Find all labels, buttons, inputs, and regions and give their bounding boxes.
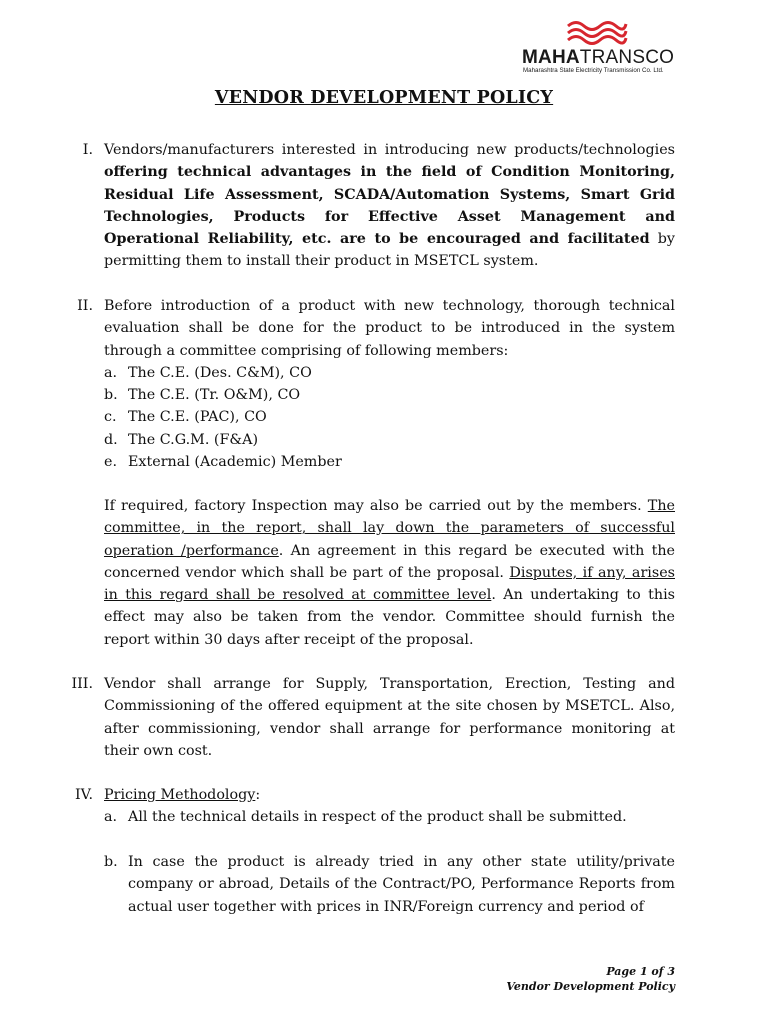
section-1-text: Vendors/manufacturers interested in introducing new products/technologies offering technical advantages in the field of Condition Monitoring, Residual Life Assessment, SCADA/Automation Systems, Smart Grid Technologies, Products for Effective Asset Management and Operational Reliability, etc. are to be encouraged and facilitated by permitting them to install their product in MSETCL system. xyxy=(104,142,675,270)
section-2-paragraph: If required, factory Inspection may also be carried out by the members. The committee, in the report, shall lay down the parameters of successful operation /performance. An agreement in this regard be executed with the concerned vendor which shall be part of the proposal. Disputes, if any, arises in this regard shall be resolved at committee level. An undertaking to this effect may also be taken from the vendor. Committee should furnish the report within 30 days after receipt of the proposal. xyxy=(104,498,675,648)
page-footer xyxy=(506,964,675,994)
section-4-heading: Pricing Methodology: xyxy=(104,787,261,803)
member-item: d. The C.G.M. (F&A) xyxy=(104,431,259,448)
member-item: a. The C.E. (Des. C&M), CO xyxy=(104,364,312,381)
section-2-text: Before introduction of a product with new technology, thorough technical evaluation shall be done for the product to be introduced in the system through a committee comprising of following members: a. The C.E. (Des. C&M), CO b. The C.E. (Tr. O&M), CO c. The C.E. (PAC), CO d. The C.G.M. (F&A) e. External (Academic) Member xyxy=(104,295,675,473)
pricing-item-b: b. In case the product is already tried in any other state utility/private company or abroad, Details of the Contract/PO, Performance Reports from actual user together with prices in INR/Foreign currency and period of xyxy=(104,854,675,915)
logo-wordmark: MAHATRANSCO xyxy=(522,47,675,68)
member-item: b. The C.E. (Tr. O&M), CO xyxy=(104,387,301,404)
member-item: c. The C.E. (PAC), CO xyxy=(104,409,267,426)
logo-tagline: Maharashtra State Electricity Transmission Co. Ltd. xyxy=(523,67,664,74)
section-1-number: I. xyxy=(82,142,93,158)
section-3-number: III. xyxy=(71,676,93,692)
footer-doc-title: Vendor Development Policy xyxy=(506,980,675,993)
pricing-item-a: a. All the technical details in respect of the product shall be submitted. xyxy=(104,809,627,825)
page-title: VENDOR DEVELOPMENT POLICY xyxy=(214,88,554,108)
mahatransco-logo xyxy=(522,18,678,78)
section-4-number: IV. xyxy=(74,787,93,803)
section-2-number: II. xyxy=(77,298,93,314)
transmission-waves-icon xyxy=(566,18,628,46)
member-item: e. External (Academic) Member xyxy=(104,454,342,471)
section-3-text: Vendor shall arrange for Supply, Transportation, Erection, Testing and Commissioning of the offered equipment at the site chosen by MSETCL. Also, after commissioning, vendor shall arrange for performance monitoring at their own cost. xyxy=(104,676,675,759)
page-number: Page 1 of 3 xyxy=(606,965,675,978)
